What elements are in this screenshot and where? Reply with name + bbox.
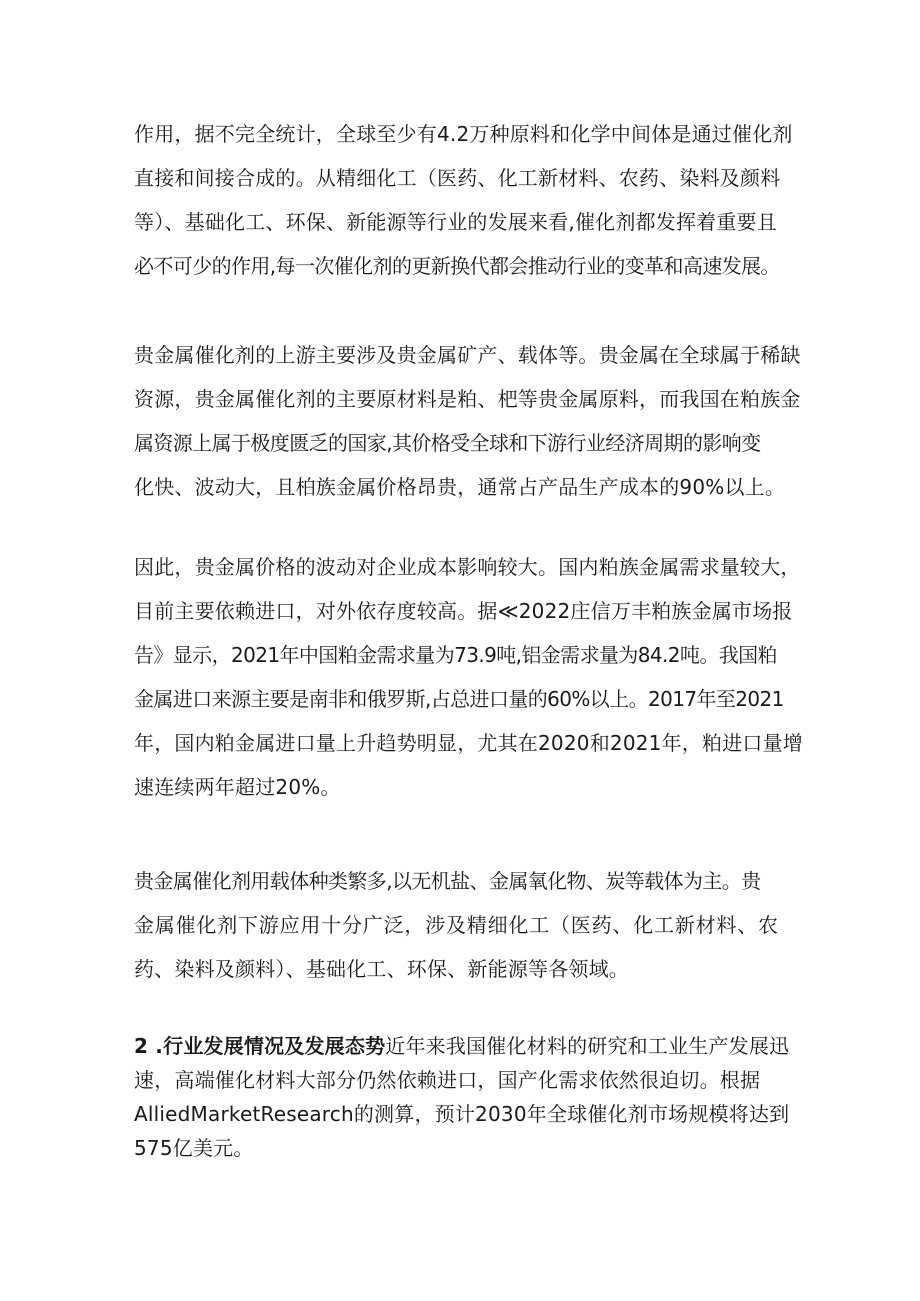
text-line: 作用，据不完全统计，全球至少有4.2万种原料和化学中间体是通过催化剂 — [134, 122, 793, 146]
paragraph-price-volatility — [134, 545, 804, 809]
text-line: 575亿美元。 — [134, 1136, 254, 1160]
text-line: 等）、基础化工、环保、新能源等行业的发展来看,催化剂都发挥着重要且 — [134, 210, 777, 234]
text-line: 贵金属催化剂的上游主要涉及贵金属矿产、载体等。贵金属在全球属于稀缺 — [134, 343, 801, 367]
paragraph-carriers — [134, 859, 804, 991]
section-heading: 2 .行业发展情况及发展态势 — [134, 1034, 386, 1058]
text-line — [134, 1029, 804, 1063]
text-line: AlliedMarketResearch的测算，预计2030年全球催化剂市场规模将达到 — [134, 1102, 790, 1126]
text-run: 近年来我国催化材料的研究和工业生产发展迅 — [385, 1034, 790, 1058]
text-line: 目前主要依赖进口，对外依存度较高。据≪2022庄信万丰粕族金属市场报 — [134, 599, 793, 623]
text-line: 年，国内粕金属进口量上升趋势明显，尤其在2020和2021年，粕进口量增 — [134, 731, 803, 755]
text-line: 速连续两年超过20%。 — [134, 775, 341, 799]
text-line: 化快、波动大，且柏族金属价格昂贵，通常占产品生产成本的90%以上。 — [134, 475, 786, 499]
text-line: 直接和间接合成的。从精细化工（医药、化工新材料、农药、染料及颜料 — [134, 166, 781, 190]
text-line: 金属催化剂下游应用十分广泛，涉及精细化工（医药、化工新材料、农 — [134, 913, 779, 937]
text-line: 资源，贵金属催化剂的主要原材料是粕、杷等贵金属原料，而我国在粕族金 — [134, 387, 801, 411]
text-line: 因此，贵金属价格的波动对企业成本影响较大。国内粕族金属需求量较大， — [134, 555, 801, 579]
text-line: 金属进口来源主要是南非和俄罗斯,占总进口量的60%以上。2017年至2021 — [134, 687, 784, 711]
text-line: 贵金属催化剂用载体种类繁多,以无机盐、金属氧化物、炭等载体为主。贵 — [134, 869, 761, 893]
text-line: 药、染料及颜料）、基础化工、环保、新能源等各领域。 — [134, 957, 629, 981]
text-line: 属资源上属于极度匮乏的国家,其价格受全球和下游行业经济周期的影响变 — [134, 431, 761, 455]
text-line: 必不可少的作用,每一次催化剂的更新换代都会推动行业的变革和高速发展。 — [134, 254, 780, 278]
paragraph-industry-development — [134, 1029, 804, 1165]
text-line: 速，高端催化材料大部分仍然依赖进口，国产化需求依然很迫切。根据 — [134, 1068, 761, 1092]
text-line: 告》显示，2021年中国粕金需求量为73.9吨,铝金需求量为84.2吨。我国粕 — [134, 643, 777, 667]
paragraph-upstream — [134, 333, 804, 509]
paragraph-catalyst-importance — [134, 112, 804, 288]
